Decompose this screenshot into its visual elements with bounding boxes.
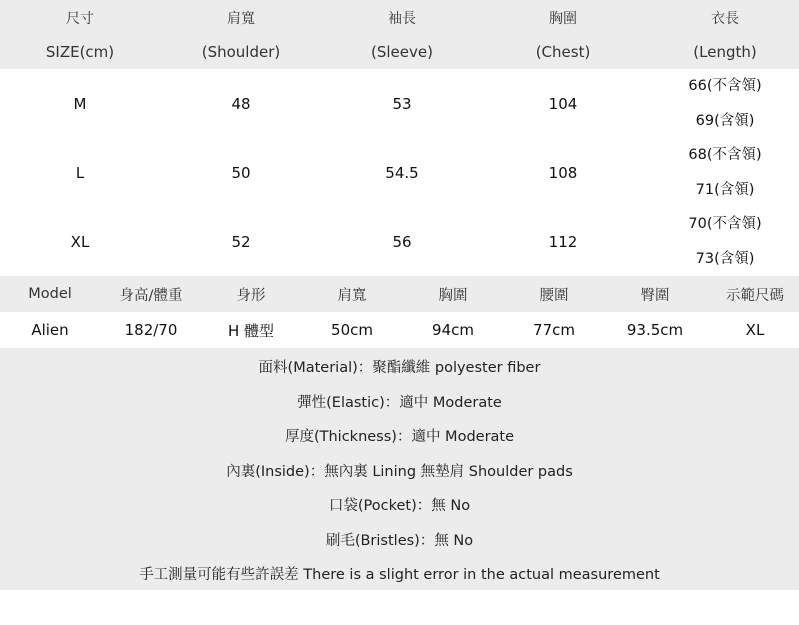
- model-header: Model: [28, 286, 72, 302]
- header-sleeve-cn: 袖長: [388, 10, 416, 27]
- model-name: Alien: [31, 321, 69, 339]
- shoulder-value: 50cm: [331, 321, 373, 339]
- demo-size-value: XL: [745, 321, 765, 339]
- length-no-collar: 70(不含領): [688, 216, 762, 233]
- measurement-note: 手工測量可能有些許誤差 There is a slight error in the actual measurement: [139, 567, 660, 583]
- header-chest-cn: 胸圍: [549, 10, 577, 27]
- length-no-collar: 66(不含領): [688, 78, 762, 95]
- body-type-value: H 體型: [227, 321, 275, 340]
- model-table-header: [0, 276, 799, 312]
- header-chest-en: (Chest): [535, 43, 591, 61]
- hip-value: 93.5cm: [626, 321, 684, 339]
- size-header-cn-row: [0, 0, 799, 35]
- waist-header: 腰圍: [539, 287, 569, 304]
- length-values: [688, 69, 761, 138]
- model-table-row: [0, 312, 799, 348]
- chest-value: 104: [548, 94, 578, 113]
- shoulder-header: 肩寬: [337, 287, 367, 304]
- length-with-collar: 69(含領): [695, 112, 755, 129]
- size-row-m: [0, 69, 799, 138]
- material-info: 面料(Material)：聚酯纖維 polyester fiber: [258, 360, 541, 376]
- sleeve-value: 56: [392, 232, 412, 251]
- header-size-cn: 尺寸: [66, 10, 94, 27]
- elastic-info: 彈性(Elastic)：適中 Moderate: [297, 395, 502, 411]
- header-shoulder-en: (Shoulder): [201, 43, 281, 61]
- header-length-cn: 衣長: [711, 10, 739, 27]
- header-size-en: SIZE(cm): [45, 43, 115, 61]
- chest-value: 94cm: [432, 321, 474, 339]
- demo-size-header: 示範尺碼: [726, 287, 784, 304]
- header-length-en: (Length): [693, 43, 757, 61]
- size-header-en-row: [0, 35, 799, 69]
- size-label: L: [75, 163, 85, 182]
- inside-info: 內裏(Inside)：無內裏 Lining 無墊肩 Shoulder pads: [226, 464, 573, 480]
- shoulder-value: 48: [231, 94, 251, 113]
- sleeve-value: 54.5: [385, 163, 419, 182]
- pocket-info: 口袋(Pocket)：無 No: [328, 498, 471, 514]
- body-type-header: 身形: [236, 287, 266, 304]
- sleeve-value: 53: [392, 94, 412, 113]
- size-table-header: [0, 0, 799, 69]
- size-label: XL: [70, 232, 90, 251]
- height-weight-header: 身高/體重: [119, 287, 183, 304]
- shoulder-value: 50: [231, 163, 251, 182]
- thickness-info: 厚度(Thickness)：適中 Moderate: [284, 429, 515, 445]
- size-row-xl: [0, 207, 799, 276]
- fabric-info-block: [0, 348, 799, 590]
- length-no-collar: 68(不含領): [688, 147, 762, 164]
- height-weight-value: 182/70: [124, 321, 178, 339]
- chest-value: 112: [548, 232, 578, 251]
- shoulder-value: 52: [231, 232, 251, 251]
- bristles-info: 刷毛(Bristles)：無 No: [325, 533, 474, 549]
- hip-header: 臀圍: [640, 287, 670, 304]
- header-shoulder-cn: 肩寬: [227, 10, 255, 27]
- length-with-collar: 71(含領): [695, 181, 755, 198]
- length-values: [688, 207, 761, 276]
- size-row-l: [0, 138, 799, 207]
- header-sleeve-en: (Sleeve): [371, 43, 433, 61]
- waist-value: 77cm: [533, 321, 575, 339]
- size-label: M: [73, 94, 87, 113]
- length-values: [688, 138, 761, 207]
- chest-value: 108: [548, 163, 578, 182]
- length-with-collar: 73(含領): [695, 250, 755, 267]
- chest-header: 胸圍: [438, 287, 468, 304]
